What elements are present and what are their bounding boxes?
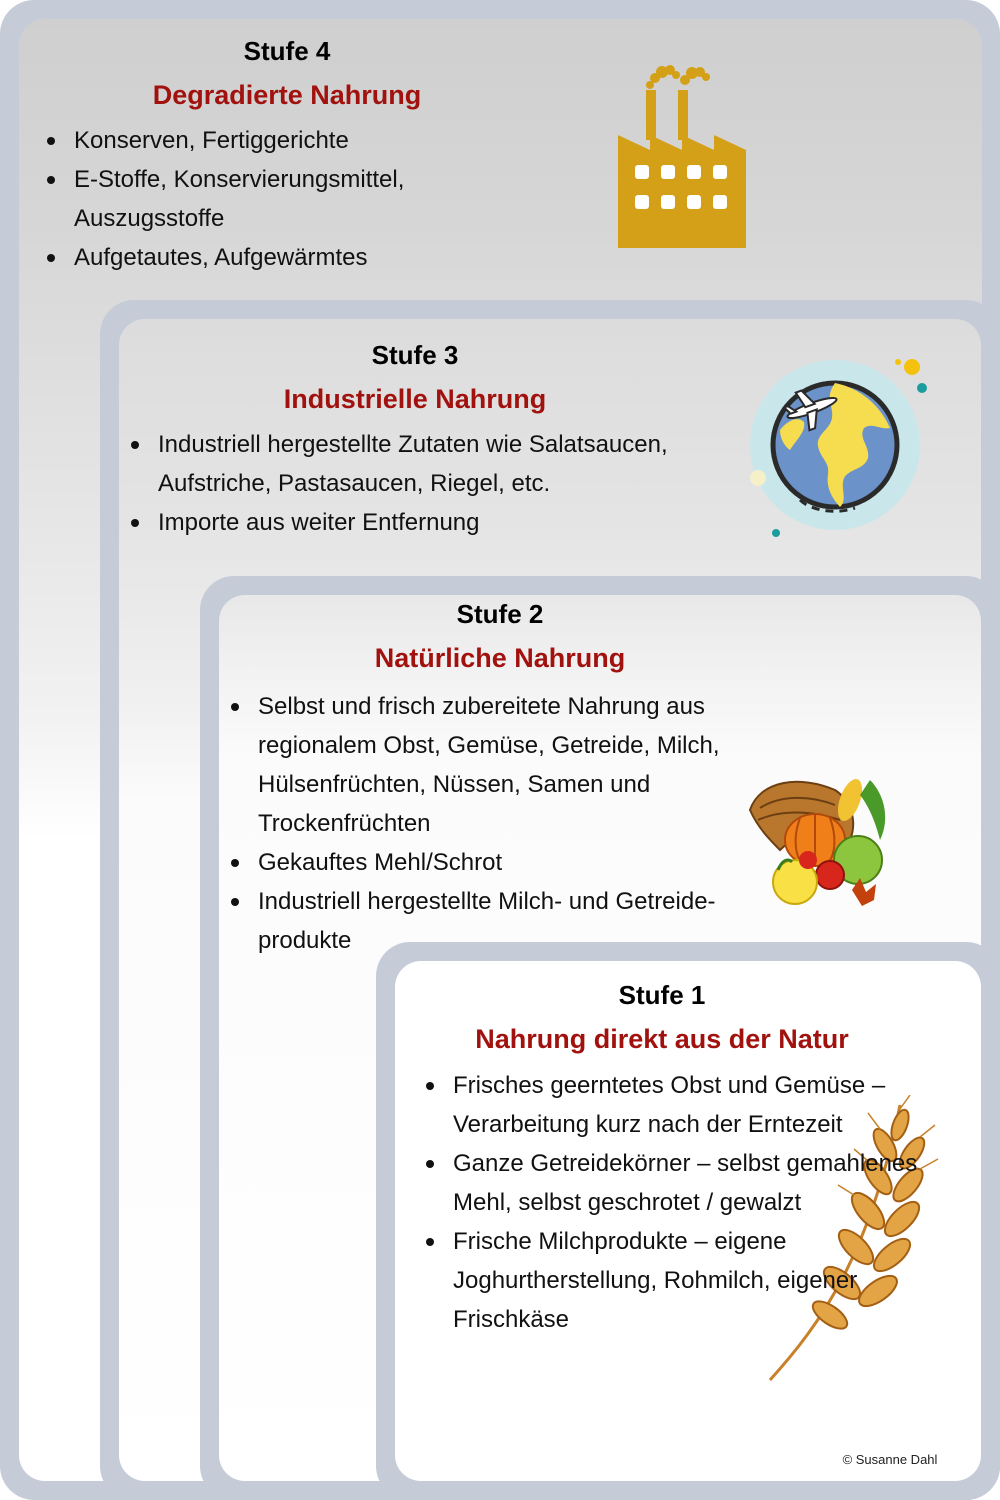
stage-3-subtitle: Industrielle Nahrung [283,384,547,414]
list-item: Selbst und frisch zubereitete Nahrung aus regionalem Obst, Gemüse, Getreide, Milch, Hülsenfrüchten, Nüssen, Samen und Trockenfrüchten [258,687,793,843]
stage-2-subtitle: Natürliche Nahrung [374,643,626,673]
stage-4-subtitle: Degradierte Nahrung [152,80,422,110]
list-item: Importe aus weiter Entfernung [158,503,768,542]
stage-1-list [421,1066,933,1339]
list-item: Industriell hergestellte Zutaten wie Salatsaucen, Aufstriche, Pastasaucen, Riegel, etc. [158,425,768,503]
list-item: Aufgetautes, Aufgewärmtes [74,238,504,277]
stage-3-title: Stufe 3 [371,340,459,370]
cornucopia-icon [740,770,900,920]
factory-icon [610,60,755,260]
list-item: Frische Milchprodukte – eigene Joghurtherstellung, Rohmilch, eigener Frischkäse [453,1222,933,1339]
stage-1-subtitle: Nahrung direkt aus der Natur [475,1024,849,1054]
globe-airplane-icon [740,350,940,550]
list-item: Frisches geerntetes Obst und Gemüse – Verarbeitung kurz nach der Erntezeit [453,1066,933,1144]
list-item: Gekauftes Mehl/Schrot [258,843,793,882]
stage-2-title: Stufe 2 [456,599,544,629]
stage-4-list [42,121,504,277]
stage-3-list [126,425,768,542]
list-item: Industriell hergestellte Milch- und Getreide-produkte [258,882,793,960]
stage-1-title: Stufe 1 [618,980,706,1010]
stage-2-list [226,687,793,960]
list-item: Ganze Getreidekörner – selbst gemahlenes Mehl, selbst geschrotet / gewalzt [453,1144,933,1222]
copyright-text: © Susanne Dahl [842,1452,938,1467]
stage-4-title: Stufe 4 [243,36,331,66]
list-item: Konserven, Fertiggerichte [74,121,504,160]
list-item: E-Stoffe, Konservierungsmittel, Auszugsstoffe [74,160,504,238]
